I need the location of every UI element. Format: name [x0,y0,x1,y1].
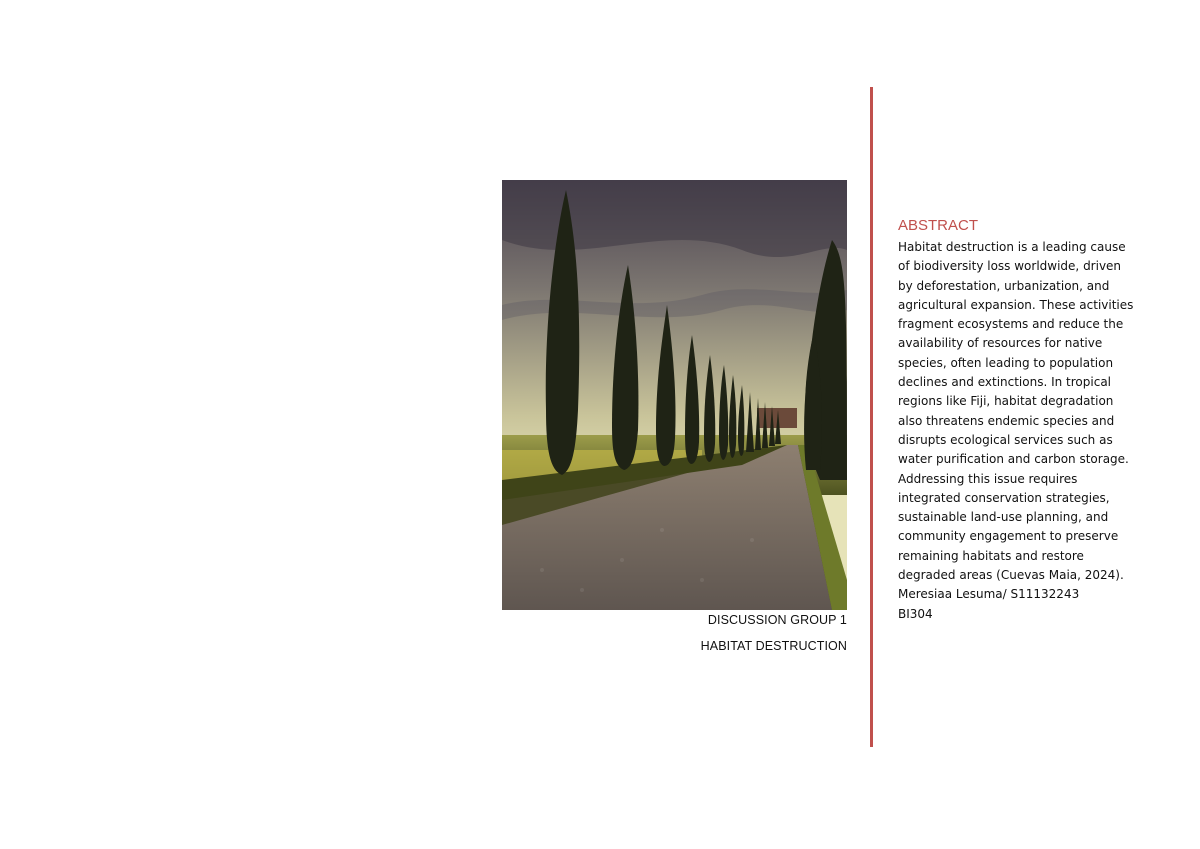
topic-caption: HABITAT DESTRUCTION [700,639,847,653]
abstract-line: species, often leading to population [898,355,1114,370]
abstract-line: community engagement to preserve [898,529,1119,544]
abstract-line: integrated conservation strategies, [898,490,1110,505]
abstract-line: water purification and carbon storage. [898,452,1129,467]
abstract-section [898,216,1160,624]
abstract-line: regions like Fiji, habitat degradation [898,394,1114,409]
abstract-body [898,238,1160,624]
abstract-line: degraded areas (Cuevas Maia, 2024). [898,568,1124,583]
abstract-line: fragment ecosystems and reduce the [898,317,1124,332]
abstract-line: Addressing this issue requires [898,471,1078,486]
abstract-line: disrupts ecological services such as [898,432,1113,447]
abstract-line: declines and extinctions. In tropical [898,375,1112,390]
abstract-line: also threatens endemic species and [898,413,1115,428]
author-line: Meresiaa Lesuma/ S11132243 [898,587,1080,602]
discussion-group-caption: DISCUSSION GROUP 1 [707,613,847,627]
abstract-line: remaining habitats and restore [898,548,1084,563]
cypress-road-photo [502,180,847,610]
abstract-line: availability of resources for native [898,336,1103,351]
abstract-line: of biodiversity loss worldwide, driven [898,259,1122,274]
abstract-line: Habitat destruction is a leading cause [898,240,1126,254]
abstract-line: agricultural expansion. These activities [898,297,1134,312]
vertical-divider [870,87,873,747]
abstract-line: sustainable land-use planning, and [898,510,1109,525]
abstract-heading: ABSTRACT [898,217,979,234]
course-code: BI304 [898,606,933,621]
abstract-line: by deforestation, urbanization, and [898,278,1110,293]
